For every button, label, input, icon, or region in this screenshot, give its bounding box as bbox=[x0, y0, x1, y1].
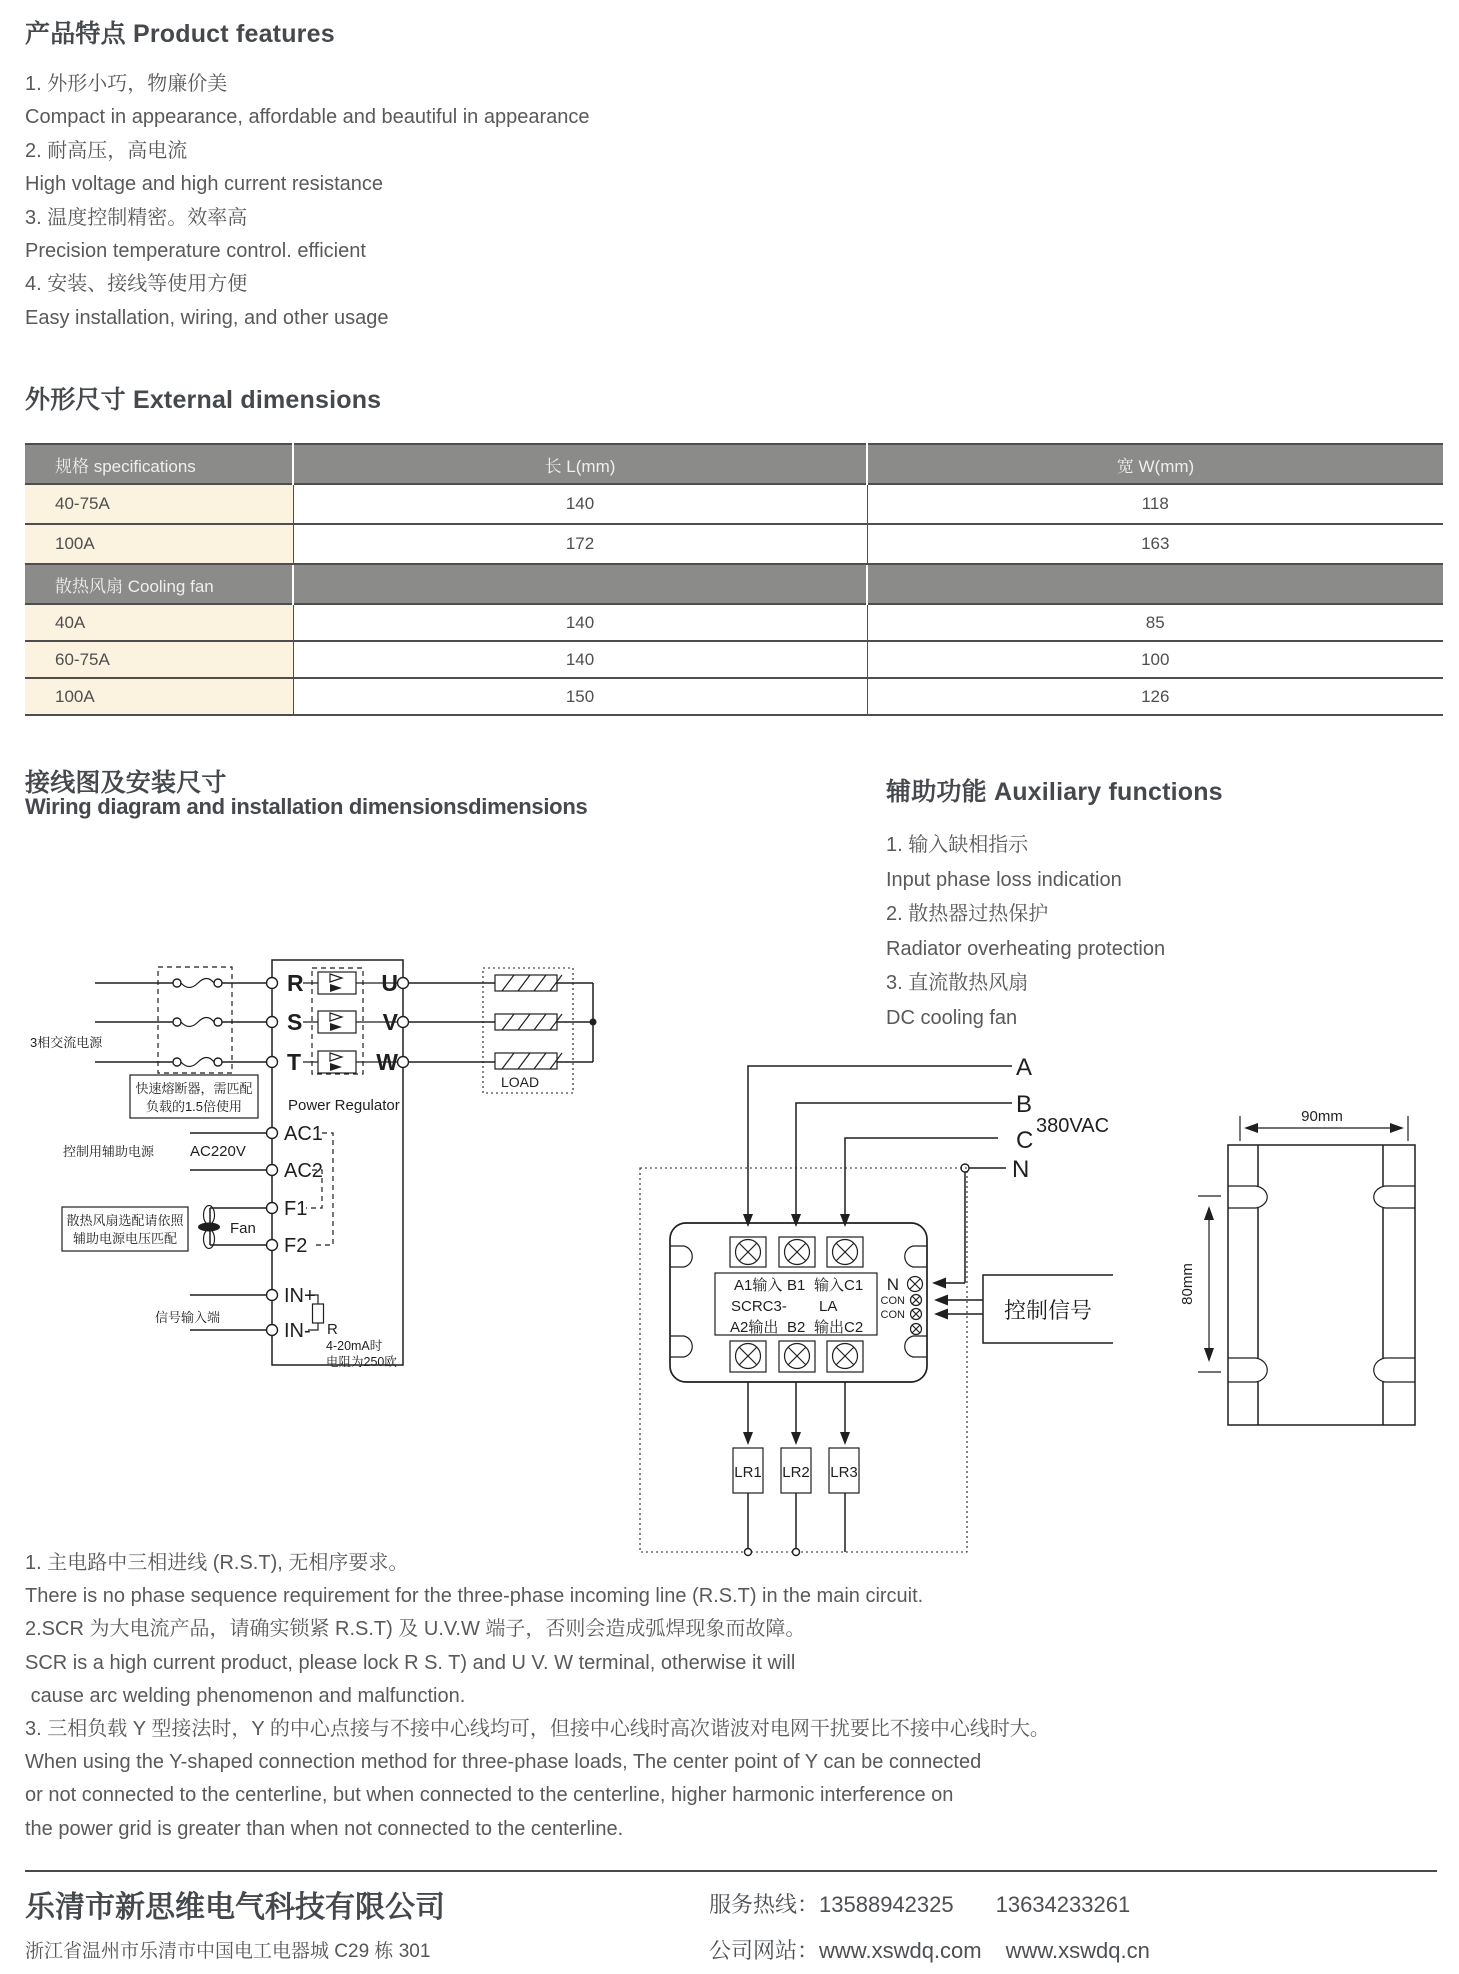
note-line: 2.SCR 为大电流产品，请确实锁紧 R.S.T) 及 U.V.W 端子，否则会造成弧焊现象而故障。 bbox=[25, 1618, 806, 1641]
voltage-label: 380VAC bbox=[1036, 1115, 1110, 1137]
auxiliary-line: 3. 直流散热风扇 bbox=[886, 972, 1029, 995]
footer-divider bbox=[25, 1870, 1437, 1872]
control-signal-source bbox=[934, 1275, 1113, 1343]
feature-line: 3. 温度控制精密。效率高 bbox=[25, 206, 248, 229]
terminal-label-r: R bbox=[287, 970, 304, 996]
website-url: www.xswdq.cn bbox=[1005, 1938, 1150, 1963]
wiring-heading-zh: 接线图及安装尺寸 bbox=[25, 769, 227, 797]
control-terminals bbox=[881, 1275, 923, 1335]
mount-slots bbox=[1228, 1186, 1415, 1382]
cell-width: 118 bbox=[867, 484, 1443, 524]
website-url: www.xswdq.com bbox=[819, 1938, 982, 1963]
terminal-label-w: W bbox=[376, 1049, 398, 1075]
terminal-label-ac1: AC1 bbox=[284, 1123, 323, 1145]
product-features-heading: 产品特点 Product features bbox=[25, 20, 335, 48]
product-features-list bbox=[25, 68, 589, 335]
col-header-width: 宽 W(mm) bbox=[867, 444, 1443, 484]
load-label: LOAD bbox=[500, 1074, 540, 1090]
col-header-spec: 规格 specifications bbox=[25, 444, 293, 484]
load-resistor bbox=[495, 1014, 562, 1030]
fuse-note-line1: 快速熔断器，需匹配 bbox=[135, 1081, 253, 1096]
cell-length: 140 bbox=[293, 641, 867, 678]
plate-outline bbox=[1228, 1145, 1415, 1425]
note-line: cause arc welding phenomenon and malfunction. bbox=[25, 1684, 466, 1707]
cell-spec: 100A bbox=[25, 678, 293, 715]
feature-line: Compact in appearance, affordable and beautiful in appearance bbox=[25, 106, 590, 129]
nameplate-r3b: B2 bbox=[787, 1319, 806, 1336]
company-name: 乐清市新思维电气科技有限公司 bbox=[25, 1891, 445, 1924]
control-signal-label: 控制信号 bbox=[1003, 1298, 1093, 1323]
phase-a-label: A bbox=[1016, 1054, 1033, 1081]
table-row bbox=[25, 641, 1443, 678]
note-line: SCR is a high current product, please lock R S. T) and U V. W terminal, otherwise it will bbox=[25, 1651, 796, 1674]
auxiliary-heading: 辅助功能 Auxiliary functions bbox=[886, 778, 1223, 806]
top-terminals bbox=[730, 1237, 863, 1267]
load-block bbox=[483, 968, 597, 1093]
term-con-label: CON bbox=[880, 1295, 905, 1307]
terminal-label-s: S bbox=[287, 1009, 303, 1035]
terminal-label-f1: F1 bbox=[284, 1198, 308, 1220]
feature-line: 4. 安装、接线等使用方便 bbox=[25, 273, 248, 296]
power-source-label: 3相交流电源 bbox=[30, 1035, 103, 1050]
star-point bbox=[590, 1019, 597, 1026]
cell-spec: 40A bbox=[25, 604, 293, 641]
note-line: 3. 三相负载 Y 型接法时，Y 的中心点接与不接中心线均可，但接中心线时高次谐波对电网干扰要比不接中心线时大。 bbox=[25, 1717, 1050, 1740]
external-dimensions-heading: 外形尺寸 External dimensions bbox=[25, 386, 382, 414]
terminal-label-in-minus: IN- bbox=[284, 1320, 311, 1342]
hotline-label: 服务热线： bbox=[709, 1892, 820, 1917]
auxiliary-line: Radiator overheating protection bbox=[886, 937, 1166, 960]
width-dimension bbox=[1240, 1108, 1408, 1141]
nameplate-r2a: SCRC3- bbox=[731, 1298, 787, 1315]
table-row bbox=[25, 604, 1443, 641]
term-con-label: CON bbox=[880, 1309, 905, 1321]
terminal-label-v: V bbox=[382, 1009, 398, 1035]
nameplate-r3a: A2输出 bbox=[730, 1319, 779, 1336]
terminal-label-t: T bbox=[287, 1049, 302, 1075]
terminal-label-f2: F2 bbox=[284, 1235, 308, 1257]
fuse-note-line2: 负载的1.5倍使用 bbox=[145, 1099, 243, 1114]
terminal-label-in-plus: IN+ bbox=[284, 1285, 316, 1307]
cell-length: 140 bbox=[293, 604, 867, 641]
aux-power-label: 控制用辅助电源 bbox=[63, 1144, 155, 1159]
aux-power-voltage: AC220V bbox=[190, 1143, 246, 1160]
note-line: When using the Y-shaped connection method for three-phase loads, The center point of Y can be connected bbox=[25, 1751, 982, 1774]
fan-label: Fan bbox=[230, 1220, 256, 1237]
table-row bbox=[25, 524, 1443, 564]
feature-line: 2. 耐高压，高电流 bbox=[25, 139, 188, 162]
table-row bbox=[25, 678, 1443, 715]
phase-lines-and-fuses bbox=[95, 967, 266, 1073]
terminal-label-u: U bbox=[381, 970, 398, 996]
fan-note-line1: 散热风扇选配请依照 bbox=[66, 1213, 184, 1228]
nameplate-r1a: A1输入 bbox=[734, 1277, 783, 1294]
cell-width: 126 bbox=[867, 678, 1443, 715]
wiring-diagram-regulator bbox=[25, 940, 635, 1380]
company-website bbox=[709, 1934, 1150, 1965]
feature-line: Easy installation, wiring, and other usage bbox=[25, 306, 389, 329]
subheader-empty bbox=[293, 564, 867, 604]
note-line: the power grid is greater than when not connected to the centerline. bbox=[25, 1817, 624, 1840]
resistor-note-line2: 电阻为250欧 bbox=[326, 1355, 397, 1369]
auxiliary-line: 2. 散热器过热保护 bbox=[886, 903, 1049, 926]
nameplate-r2b: LA bbox=[819, 1298, 838, 1315]
table-row bbox=[25, 484, 1443, 524]
rst-terminals bbox=[267, 970, 305, 1075]
nameplate-r1c: 输入C1 bbox=[814, 1277, 864, 1294]
fuse-note-box bbox=[130, 1075, 258, 1118]
service-hotline bbox=[709, 1888, 1130, 1919]
cell-spec: 60-75A bbox=[25, 641, 293, 678]
phone-number: 13634233261 bbox=[995, 1892, 1131, 1917]
fan-icon bbox=[198, 1206, 220, 1249]
notes-section bbox=[25, 1547, 1050, 1846]
feature-line: High voltage and high current resistance bbox=[25, 173, 383, 196]
cell-width: 100 bbox=[867, 641, 1443, 678]
load-resistor bbox=[495, 1053, 562, 1069]
signal-label: 信号输入端 bbox=[155, 1310, 221, 1325]
auxiliary-list bbox=[886, 828, 1165, 1036]
cell-length: 172 bbox=[293, 524, 867, 564]
lr-loads bbox=[733, 1382, 859, 1556]
width-dim-label: 90mm bbox=[1301, 1108, 1343, 1125]
bottom-terminals bbox=[730, 1341, 863, 1372]
signal-input bbox=[155, 1285, 397, 1369]
terminal-label-ac2: AC2 bbox=[284, 1160, 323, 1182]
website-label: 公司网站： bbox=[709, 1938, 820, 1963]
cell-length: 150 bbox=[293, 678, 867, 715]
resistor-label: R bbox=[327, 1321, 338, 1338]
fan-note-line2: 辅助电源电压匹配 bbox=[72, 1231, 178, 1246]
dimensions-table bbox=[25, 443, 1443, 716]
mounting-dimensions-drawing bbox=[1170, 1100, 1459, 1440]
note-line: or not connected to the centerline, but when connected to the centerline, higher harmonic interference on bbox=[25, 1784, 954, 1807]
phone-number: 13588942325 bbox=[819, 1892, 954, 1917]
height-dim-label: 80mm bbox=[1179, 1263, 1196, 1305]
cell-width: 85 bbox=[867, 604, 1443, 641]
term-n-label: N bbox=[886, 1275, 899, 1294]
nameplate-r3c: 输出C2 bbox=[814, 1319, 864, 1336]
module-dotted-boundary bbox=[640, 1168, 967, 1552]
note-line: 1. 主电路中三相进线 (R.S.T), 无相序要求。 bbox=[25, 1552, 409, 1574]
wiring-diagram-scrc3 bbox=[630, 1050, 1130, 1560]
lr1-label: LR1 bbox=[734, 1464, 762, 1481]
subheader-empty bbox=[867, 564, 1443, 604]
uvw-terminals bbox=[376, 970, 495, 1075]
regulator-label: Power Regulator bbox=[288, 1097, 400, 1114]
auxiliary-line: Input phase loss indication bbox=[886, 868, 1122, 891]
table-header-row bbox=[25, 444, 1443, 484]
fan-circuit bbox=[62, 1198, 307, 1257]
subheader-label: 散热风扇 Cooling fan bbox=[25, 564, 293, 604]
col-header-length: 长 L(mm) bbox=[293, 444, 867, 484]
feature-line: 1. 外形小巧，物廉价美 bbox=[25, 73, 228, 95]
cell-spec: 100A bbox=[25, 524, 293, 564]
nameplate-r1b: B1 bbox=[787, 1277, 806, 1294]
wiring-heading-en: Wiring diagram and installation dimensionsdimensions bbox=[25, 794, 588, 819]
phase-c-label: C bbox=[1016, 1127, 1034, 1154]
lr2-label: LR2 bbox=[782, 1464, 810, 1481]
auxiliary-line: DC cooling fan bbox=[886, 1006, 1018, 1029]
company-address: 浙江省温州市乐清市中国电工电器城 C29 栋 301 bbox=[25, 1941, 431, 1962]
feature-line: Precision temperature control. efficient bbox=[25, 239, 366, 262]
cell-spec: 40-75A bbox=[25, 484, 293, 524]
auxiliary-line: 1. 输入缺相指示 bbox=[886, 834, 1029, 856]
cell-width: 163 bbox=[867, 524, 1443, 564]
scrc3-device bbox=[670, 1223, 927, 1382]
resistor-note-line1: 4-20mA时 bbox=[326, 1339, 383, 1353]
table-subheader-row bbox=[25, 564, 1443, 604]
height-dimension bbox=[1179, 1196, 1221, 1372]
phase-n-label: N bbox=[1012, 1156, 1030, 1183]
note-line: There is no phase sequence requirement for the three-phase incoming line (R.S.T) in the main circuit. bbox=[25, 1585, 924, 1608]
phase-b-label: B bbox=[1016, 1091, 1033, 1118]
lr3-label: LR3 bbox=[830, 1464, 858, 1481]
load-resistor bbox=[495, 975, 562, 991]
cell-length: 140 bbox=[293, 484, 867, 524]
